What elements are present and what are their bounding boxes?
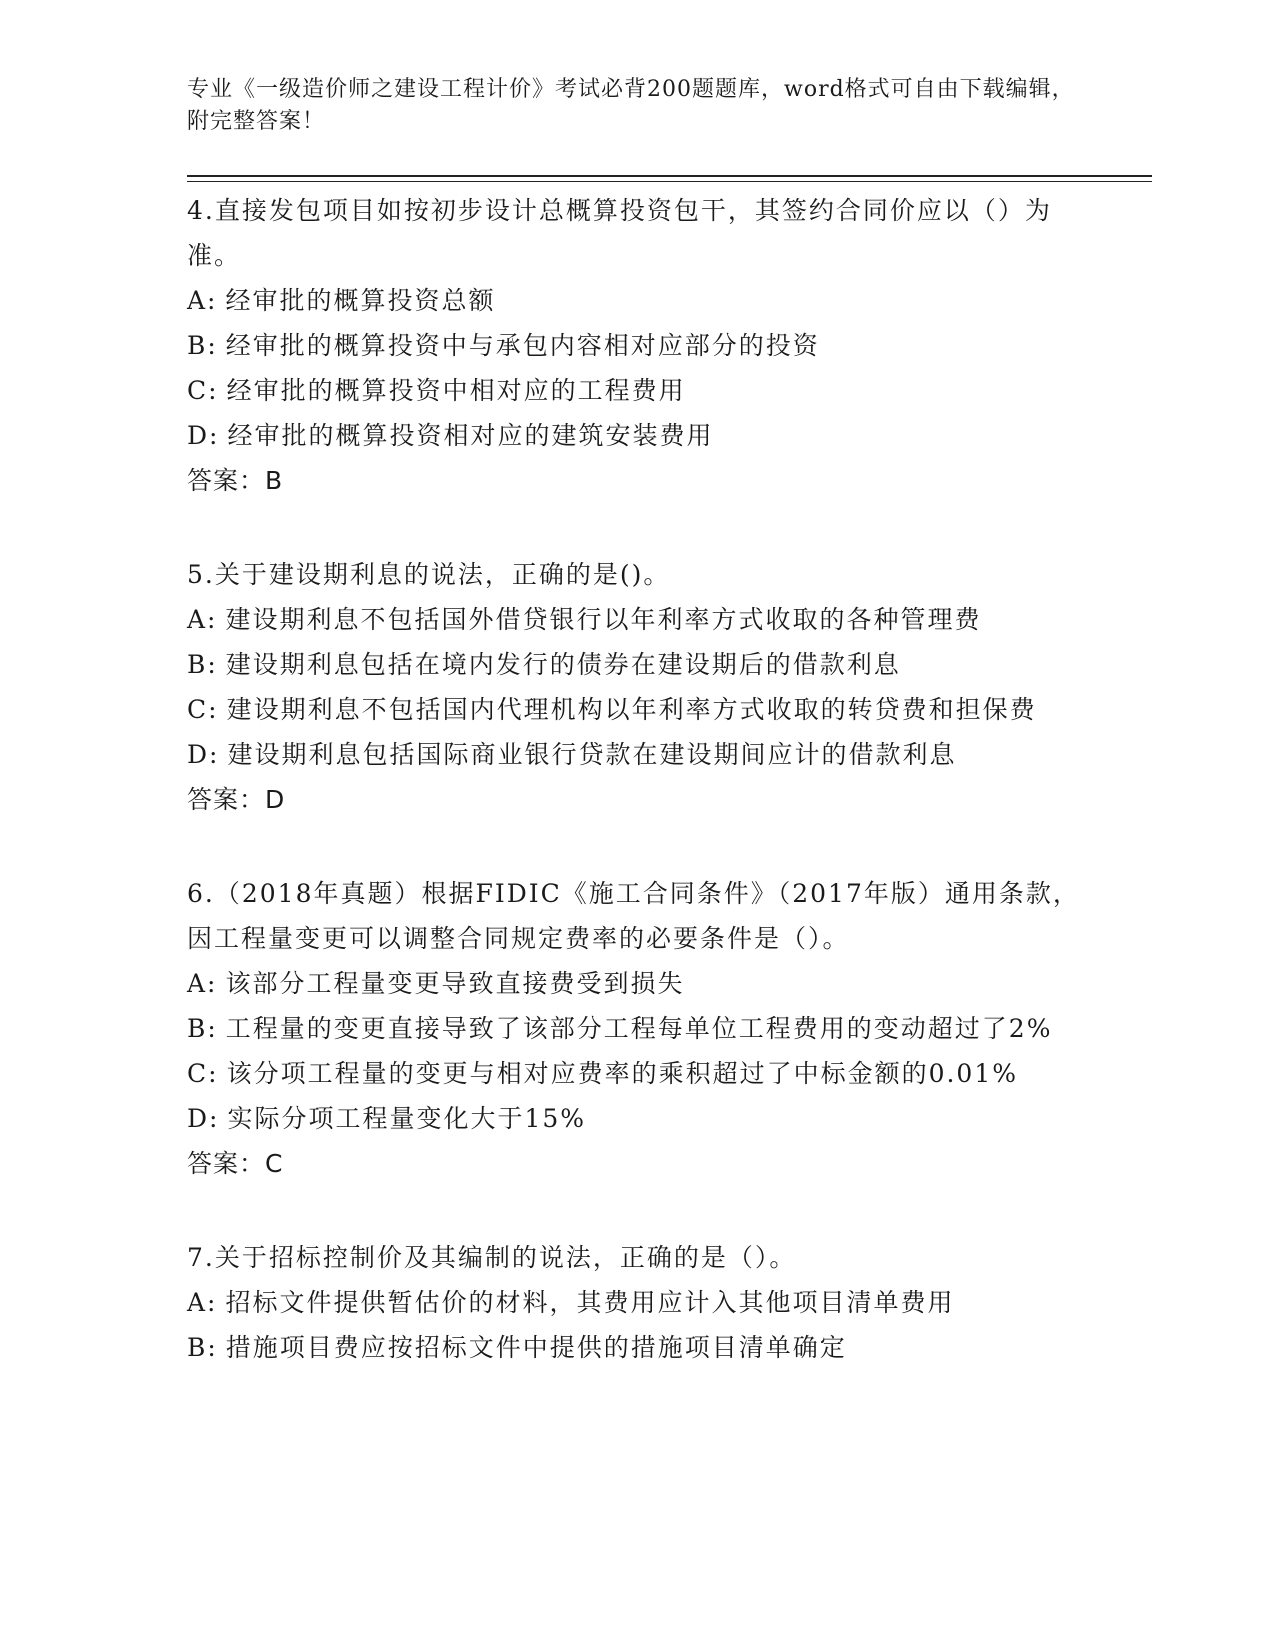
option-d <box>187 413 1087 458</box>
option-key: B: <box>187 1333 218 1362</box>
answer-value: C <box>265 1149 284 1178</box>
question-stem: 6.（2018年真题）根据FIDIC《施工合同条件》（2017年版）通用条款，因工程量变更可以调整合同规定费率的必要条件是（）。 <box>187 879 1080 953</box>
question-4 <box>187 188 1087 504</box>
option-key: A: <box>187 286 218 315</box>
header-divider-thick <box>187 175 1152 177</box>
option-text: 该部分工程量变更导致直接费受到损失 <box>225 969 685 998</box>
option-c <box>187 368 1087 413</box>
option-c <box>187 687 1087 732</box>
document-header: 专业《一级造价师之建设工程计价》考试必背200题题库，word格式可自由下载编辑，附完整答案！ <box>187 77 1075 134</box>
option-b <box>187 642 1087 687</box>
option-b <box>187 1006 1087 1051</box>
option-a <box>187 597 1087 642</box>
option-c <box>187 1051 1087 1096</box>
option-key: C: <box>187 1059 219 1088</box>
question-5 <box>187 552 1087 823</box>
option-text: 该分项工程量的变更与相对应费率的乘积超过了中标金额的0.01% <box>226 1059 1018 1088</box>
option-key: C: <box>187 695 219 724</box>
option-key: D: <box>187 1104 220 1133</box>
option-text: 建设期利息包括国际商业银行贷款在建设期间应计的借款利息 <box>227 740 957 769</box>
option-key: A: <box>187 1288 218 1317</box>
question-stem: 7.关于招标控制价及其编制的说法，正确的是（）。 <box>187 1243 797 1272</box>
option-a <box>187 278 1087 323</box>
option-key: B: <box>187 1014 218 1043</box>
option-key: A: <box>187 969 218 998</box>
option-text: 实际分项工程量变化大于15% <box>227 1104 587 1133</box>
option-text: 招标文件提供暂估价的材料，其费用应计入其他项目清单费用 <box>225 1288 955 1317</box>
answer-line <box>187 1141 1087 1187</box>
option-text: 经审批的概算投资中相对应的工程费用 <box>226 376 686 405</box>
option-key: B: <box>187 650 218 679</box>
option-text: 经审批的概算投资中与承包内容相对应部分的投资 <box>225 331 820 360</box>
answer-label: 答案： <box>187 1149 266 1178</box>
option-a <box>187 961 1087 1006</box>
option-a <box>187 1280 1087 1325</box>
answer-line <box>187 458 1087 504</box>
option-text: 工程量的变更直接导致了该部分工程每单位工程费用的变动超过了2% <box>225 1014 1053 1043</box>
question-list <box>187 188 1087 1418</box>
question-7 <box>187 1235 1087 1370</box>
option-text: 经审批的概算投资相对应的建筑安装费用 <box>227 421 714 450</box>
option-d <box>187 1096 1087 1141</box>
option-key: B: <box>187 331 218 360</box>
answer-value: D <box>265 785 286 814</box>
option-key: A: <box>187 605 218 634</box>
option-key: C: <box>187 376 219 405</box>
option-text: 建设期利息包括在境内发行的债券在建设期后的借款利息 <box>225 650 901 679</box>
option-text: 经审批的概算投资总额 <box>225 286 496 315</box>
header-divider-thin <box>187 181 1152 182</box>
option-text: 措施项目费应按招标文件中提供的措施项目清单确定 <box>225 1333 847 1362</box>
option-key: D: <box>187 421 220 450</box>
answer-label: 答案： <box>187 466 266 495</box>
option-text: 建设期利息不包括国内代理机构以年利率方式收取的转贷费和担保费 <box>226 695 1037 724</box>
answer-line <box>187 777 1087 823</box>
option-b <box>187 1325 1087 1370</box>
question-stem: 5.关于建设期利息的说法，正确的是()。 <box>187 560 671 589</box>
answer-label: 答案： <box>187 785 266 814</box>
option-b <box>187 323 1087 368</box>
answer-value: B <box>265 466 284 495</box>
option-d <box>187 732 1087 777</box>
option-text: 建设期利息不包括国外借贷银行以年利率方式收取的各种管理费 <box>225 605 982 634</box>
question-6 <box>187 871 1087 1187</box>
option-key: D: <box>187 740 220 769</box>
question-stem: 4.直接发包项目如按初步设计总概算投资包干，其签约合同价应以（）为准。 <box>187 196 1052 270</box>
